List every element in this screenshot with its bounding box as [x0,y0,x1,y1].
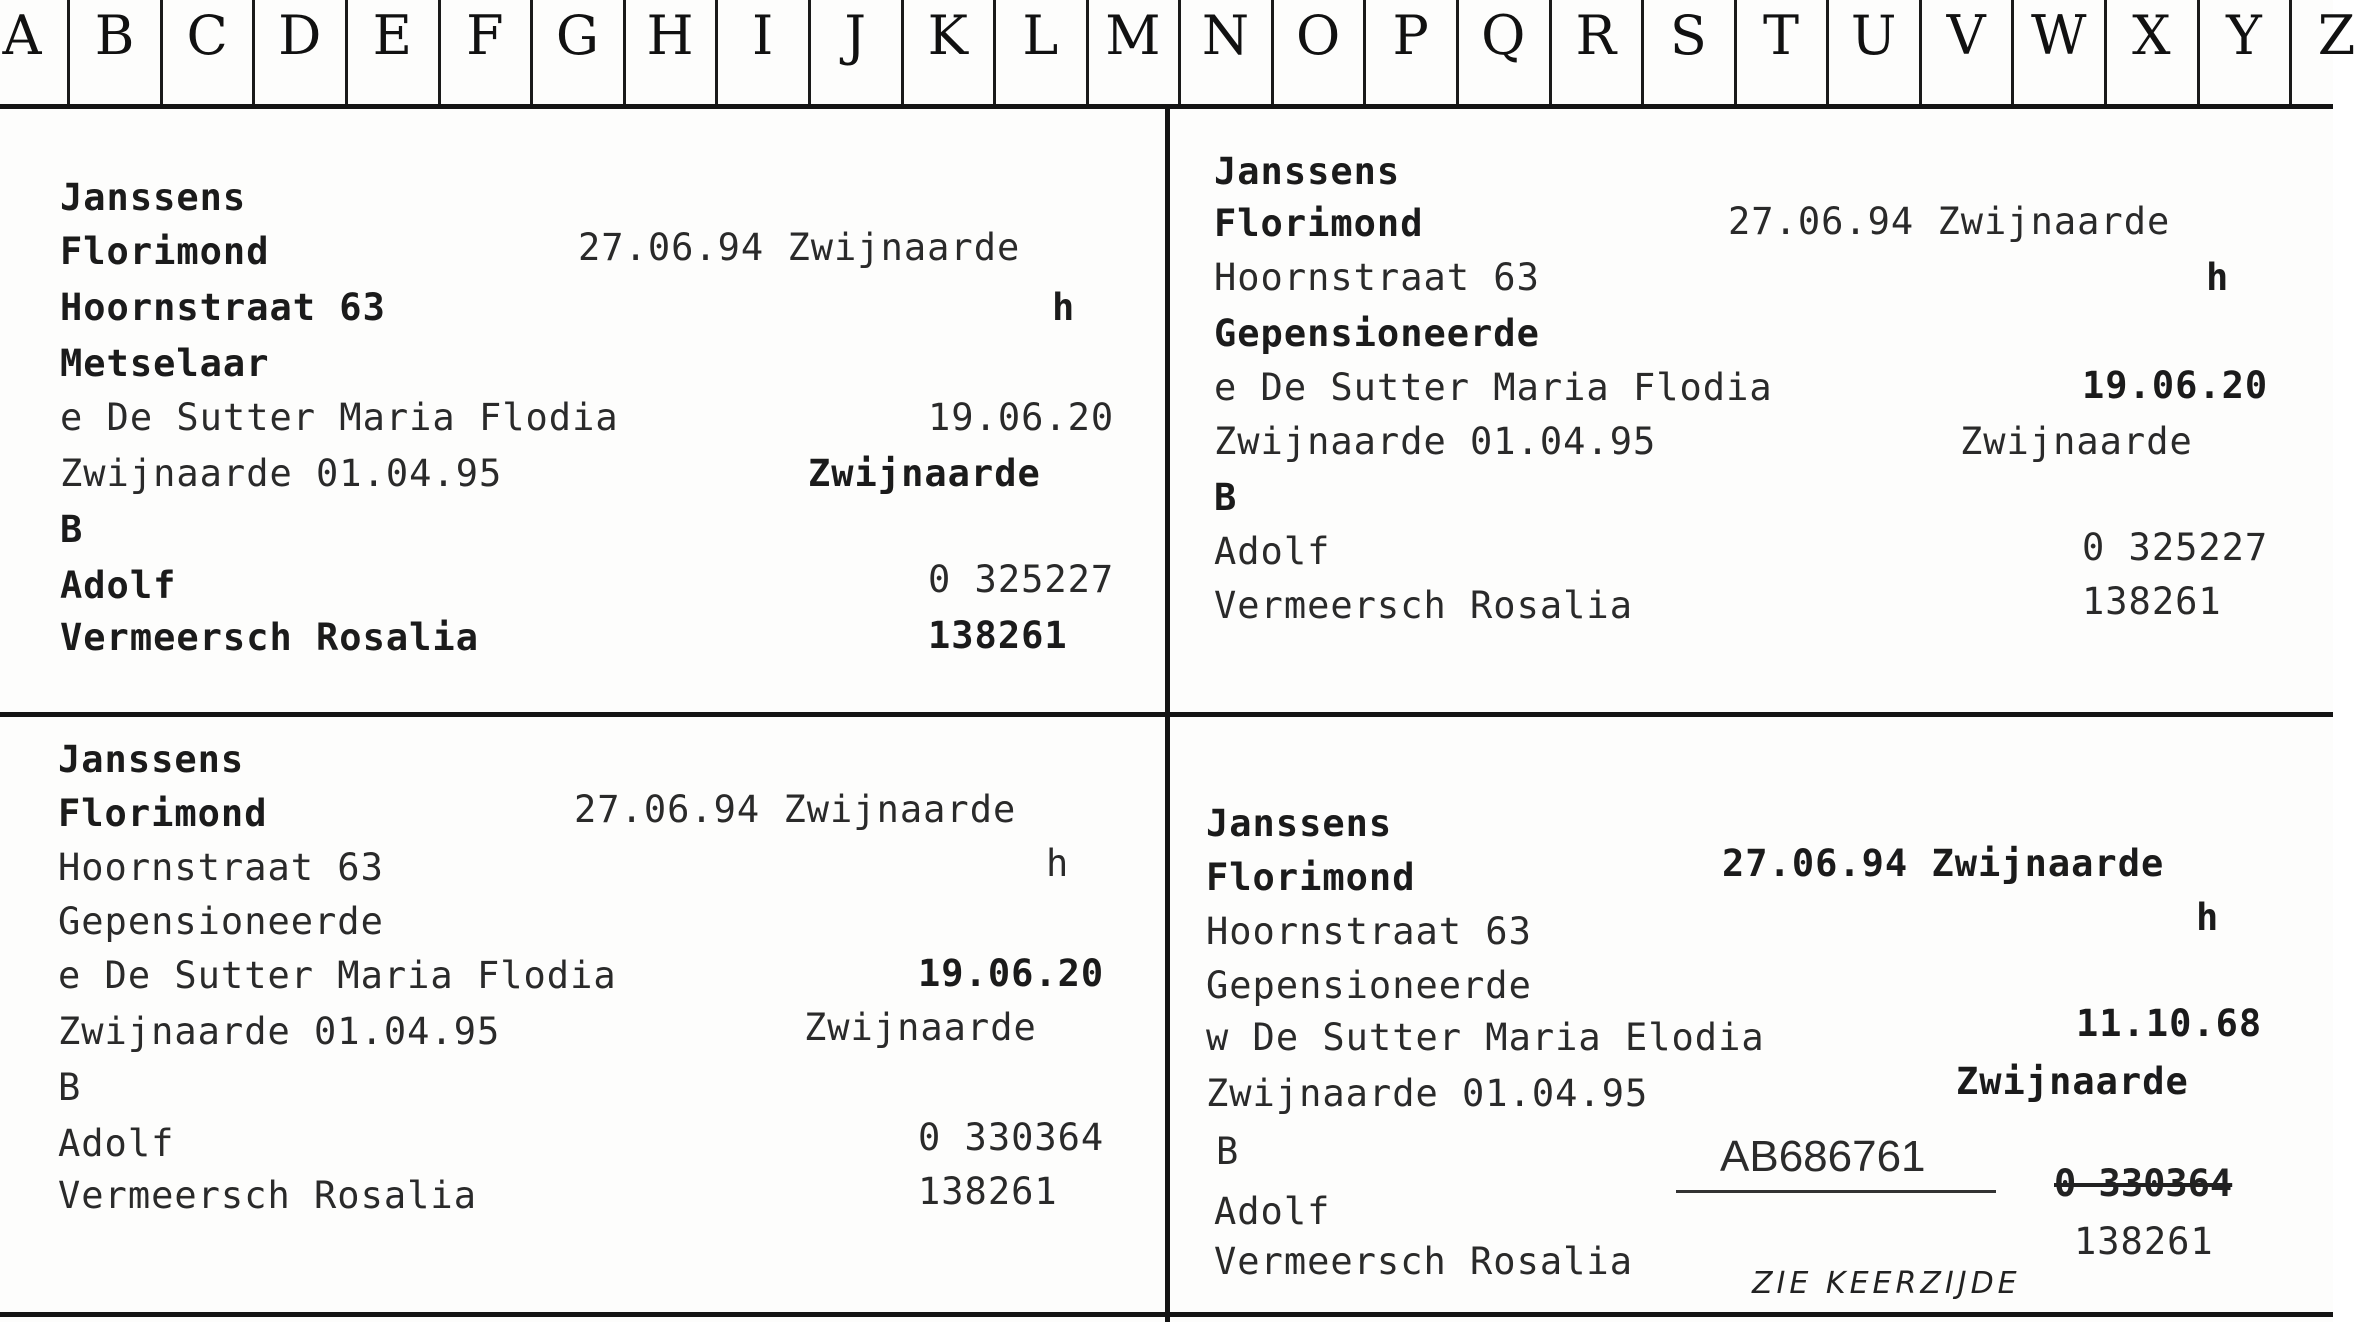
alphabet-letter-v: V [1946,4,1986,67]
mother-name: Vermeersch Rosalia [58,1174,477,1217]
id-number: 0 325227 [928,558,1115,601]
column-divider [1165,108,1170,1322]
mother-number: 138261 [2074,1220,2214,1263]
alphabet-letter-j: J [844,4,867,67]
category-letter: B [1216,1130,1240,1173]
alphabet-tick [67,0,70,104]
firstname: Florimond [1214,202,1424,245]
birth-date-place: 27.06.94 Zwijnaarde [1728,200,2171,243]
household-marker: h [1046,842,1070,885]
father-name: Adolf [1214,530,1331,573]
residence: Zwijnaarde 01.04.95 [1214,420,1657,463]
father-name: Adolf [60,564,177,607]
spouse-date: 19.06.20 [2082,364,2269,407]
alphabet-tick [901,0,904,104]
alphabet-tick [2011,0,2014,104]
occupation: Gepensioneerde [1206,964,1532,1007]
mother-name: Vermeersch Rosalia [1214,584,1633,627]
mother-name: Vermeersch Rosalia [60,616,479,659]
alphabet-tick [1456,0,1459,104]
category-letter: B [60,508,84,551]
mother-number: 138261 [918,1170,1058,1213]
street-address: Hoornstraat 63 [58,846,384,889]
alphabet-tick [993,0,996,104]
handwritten-note: ZIE KEERZIJDE [1752,1266,2021,1301]
alphabet-letter-b: B [94,4,135,67]
spouse: e De Sutter Maria Flodia [1214,366,1773,409]
alphabet-tick [1919,0,1922,104]
alphabet-letter-p: P [1392,4,1429,67]
mother-name: Vermeersch Rosalia [1214,1240,1633,1283]
surname: Janssens [1206,802,1393,845]
alphabet-tick [1363,0,1366,104]
alphabet-letter-e: E [372,4,413,67]
household-marker: h [1052,286,1076,329]
surname: Janssens [58,738,245,781]
alphabet-letter-c: C [186,4,228,67]
alphabet-tick [623,0,626,104]
spouse-date: 11.10.68 [2076,1002,2263,1045]
residence-place: Zwijnaarde [1960,420,2193,463]
birth-date-place: 27.06.94 Zwijnaarde [574,788,1017,831]
spouse: w De Sutter Maria Elodia [1206,1016,1765,1059]
alphabet-tick [438,0,441,104]
alphabet-tick [2289,0,2292,104]
alphabet-tick [1178,0,1181,104]
alphabet-letter-z: Z [2317,4,2356,67]
spouse: e De Sutter Maria Flodia [58,954,617,997]
residence-place: Zwijnaarde [808,452,1041,495]
alphabet-letter-q: Q [1481,4,1526,67]
father-name: Adolf [58,1122,175,1165]
street-address: Hoornstraat 63 [1206,910,1532,953]
alphabet-letter-s: S [1669,4,1707,67]
occupation: Metselaar [60,342,270,385]
alphabet-letter-m: M [1105,4,1161,67]
stamp-underline [1676,1190,1996,1193]
mother-number: 138261 [928,614,1068,657]
surname: Janssens [60,176,247,219]
alphabet-letter-o: O [1295,4,1341,67]
alphabet-letter-u: U [1850,4,1897,67]
occupation: Gepensioneerde [58,900,384,943]
alphabet-letter-y: Y [2226,4,2262,67]
alphabet-letter-g: G [555,4,600,67]
firstname: Florimond [1206,856,1416,899]
residence-place: Zwijnaarde [804,1006,1037,1049]
household-marker: h [2206,256,2230,299]
alphabet-letter-f: F [466,4,504,67]
alphabet-tick [345,0,348,104]
alphabet-tick [715,0,718,104]
alphabet-letter-h: H [646,4,694,67]
alphabet-tick [530,0,533,104]
firstname: Florimond [58,792,268,835]
residence: Zwijnaarde 01.04.95 [60,452,503,495]
category-letter: B [1214,476,1238,519]
alphabet-tick [1271,0,1274,104]
spouse-date: 19.06.20 [918,952,1105,995]
alphabet-letter-r: R [1575,4,1617,67]
residence-place: Zwijnaarde [1956,1060,2189,1103]
firstname: Florimond [60,230,270,273]
residence: Zwijnaarde 01.04.95 [58,1010,501,1053]
alphabet-tick [2197,0,2200,104]
category-letter: B [58,1066,82,1109]
alphabet-letter-l: L [1022,4,1059,67]
spouse: e De Sutter Maria Flodia [60,396,619,439]
alphabet-letter-w: W [2030,4,2087,67]
spouse-date: 19.06.20 [928,396,1115,439]
alphabet-letter-a: A [2,4,42,67]
alphabet-letter-x: X [2132,4,2171,67]
occupation: Gepensioneerde [1214,312,1540,355]
alphabet-tab-row [0,0,2356,110]
surname: Janssens [1214,150,1401,193]
alphabet-letter-i: I [751,4,774,67]
birth-date-place: 27.06.94 Zwijnaarde [578,226,1021,269]
alphabet-tick [1641,0,1644,104]
id-number: 0 330364 [918,1116,1105,1159]
id-number: 0 325227 [2082,526,2269,569]
street-address: Hoornstraat 63 [1214,256,1540,299]
alphabet-tick [1734,0,1737,104]
birth-date-place: 27.06.94 Zwijnaarde [1722,842,2165,885]
alphabet-letter-t: T [1762,4,1800,67]
father-name: Adolf [1214,1190,1331,1233]
stamped-id-number: AB686761 [1720,1132,1926,1181]
alphabet-tick [808,0,811,104]
struck-id-number: 0 330364 [2054,1162,2233,1205]
alphabet-letter-k: K [927,4,968,67]
alphabet-tick [1549,0,1552,104]
alphabet-tick [2104,0,2107,104]
alphabet-letter-d: D [278,4,322,67]
alphabet-tick [160,0,163,104]
residence: Zwijnaarde 01.04.95 [1206,1072,1649,1115]
alphabet-letter-n: N [1201,4,1250,67]
alphabet-tick [252,0,255,104]
household-marker: h [2196,896,2220,939]
street-address: Hoornstraat 63 [60,286,386,329]
alphabet-tick [1826,0,1829,104]
alphabet-tick [1086,0,1089,104]
mother-number: 138261 [2082,580,2222,623]
